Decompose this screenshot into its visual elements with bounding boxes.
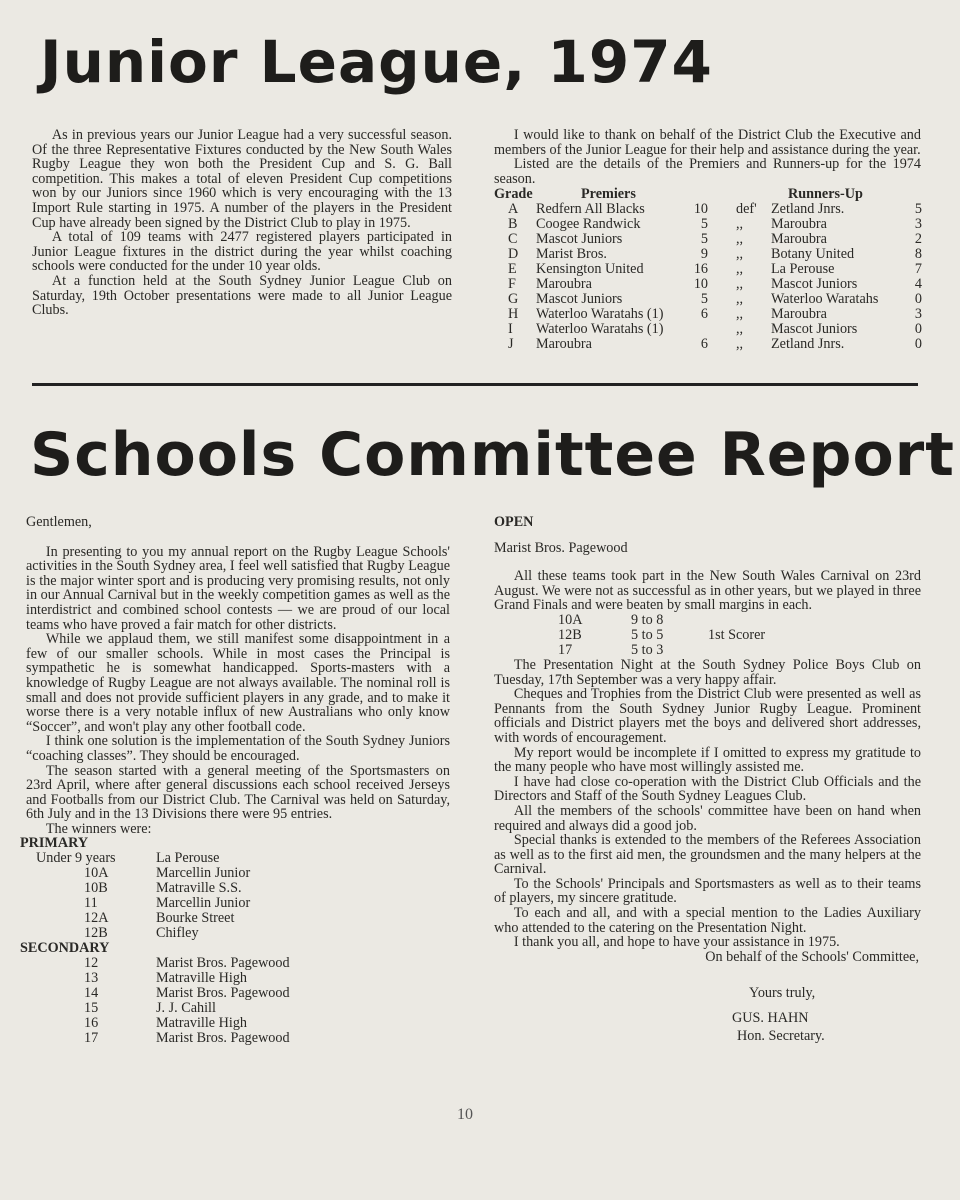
grand-final-grade: 17 [558,641,573,658]
division-cell: 10B [84,880,108,897]
paragraph: I would like to thank on behalf of the District Club the Executive and members of the Junior League for their help and assistance during the year. [494,127,921,158]
junior-league-title: Junior League, 1974 [40,28,713,96]
runner-up-score-cell: 5 [914,201,922,218]
grade-cell: A [508,201,519,218]
runner-up-score-cell: 8 [914,246,922,263]
division-cell: 12B [84,925,108,942]
results-row [494,217,921,232]
runner-up-cell: Botany United [771,246,855,263]
paragraph: The winners were: [45,820,152,837]
runners-up-header: Runners-Up [788,186,863,203]
school-cell: Chifley [156,925,199,942]
premier-score-cell: 5 [700,216,708,233]
result-separator: ,, [736,306,744,323]
grand-final-note: 1st Scorer [708,626,766,643]
school-cell: Matraville S.S. [156,880,242,897]
winner-row [26,926,450,941]
paragraph: I think one solution is the implementation of the South Sydney Juniors “coaching classes”. They should be encouraged. [26,733,450,764]
school-cell: Matraville High [156,1014,248,1031]
school-cell: Marcellin Junior [156,865,251,882]
runner-up-score-cell: 4 [914,276,922,293]
result-separator: def' [736,201,757,218]
winner-row [26,1001,450,1016]
premier-score-cell: 6 [700,336,708,353]
runner-up-score-cell: 2 [914,231,922,248]
premier-score-cell: 10 [693,276,708,293]
winner-row [26,986,450,1001]
premier-score-cell: 6 [700,306,708,323]
section-divider [32,383,918,386]
open-label: OPEN [494,514,534,530]
winner-row [26,1031,450,1046]
paragraph: As in previous years our Junior League had a very successful season. Of the three Representative Fixtures conducted by the New South Wales Rugby League they won both the President Cup and S. G. Ball competition. This makes a total of eleven President Cup competitions won by our Juniors since 1960 which is very encouraging with the 13 Import Rule starting in 1975. A number of the players in the President Cup have already been signed by the District Club to play in 1975. [32,127,452,231]
division-cell: 14 [84,984,99,1001]
winner-row [26,971,450,986]
winner-row [26,1016,450,1031]
runner-up-score-cell: 3 [914,216,922,233]
division-cell: 17 [84,1029,99,1046]
grand-final-score: 9 to 8 [631,611,664,628]
junior-league-right-column [494,128,921,352]
school-cell: J. J. Cahill [156,999,216,1016]
results-row [494,202,921,217]
paragraph: In presenting to you my annual report on the Rugby League Schools' activities in the South Sydney area, I feel well satisfied that Rugby League is the major winter sport and is producing very promising results, not only in our Annual Carnival but in the weekly competition games as well as the interdistrict and combined school contests — we are proud of our local teams who have proved a fair match for other districts. [26,543,450,633]
premier-cell: Maroubra [536,336,592,353]
division-cell: 16 [84,1014,99,1031]
schools-report-left-column [20,514,450,1046]
runner-up-score-cell: 0 [914,291,922,308]
results-row [494,247,921,262]
signatory-title: Hon. Secretary. [737,1027,825,1044]
runner-up-cell: Waterloo Waratahs [771,291,879,308]
grade-cell: D [508,246,519,263]
school-cell: Marist Bros. Pagewood [156,1029,290,1046]
results-row [494,322,921,337]
paragraph: Cheques and Trophies from the District Club were presented as well as Pennants from the South Sydney Junior Rugby League. Prominent officials and District players met the boys and delivered short addresses, with words of encouragement. [494,686,921,746]
runner-up-cell: Maroubra [771,216,827,233]
page-number: 10 [457,1106,473,1123]
closing: Yours truly, [749,985,816,1002]
results-row [494,262,921,277]
premier-cell: Maroubra [536,276,592,293]
premier-score-cell: 5 [700,291,708,308]
paragraph: My report would be incomplete if I omitted to express my gratitude to the many people who have most willingly assisted me. [494,744,921,776]
result-separator: ,, [736,291,744,308]
winner-row [26,956,450,971]
premier-cell: Marist Bros. [536,246,607,263]
runner-up-score-cell: 0 [914,321,922,338]
paragraph: Listed are the details of the Premiers and Runners-up for the 1974 season. [494,156,921,187]
winner-row [26,866,450,881]
premier-cell: Redfern All Blacks [536,201,645,218]
result-separator: ,, [736,216,744,233]
schools-report-right-column [494,515,921,1043]
paragraph: At a function held at the South Sydney Junior League Club on Saturday, 19th October presentations were made to all Junior League Clubs. [32,272,452,319]
grand-final-row [494,643,921,658]
results-row [494,277,921,292]
grade-cell: B [508,216,518,233]
grand-final-row [494,628,921,643]
runner-up-cell: Mascot Juniors [771,276,858,293]
schools-report-title: Schools Committee Report [30,420,955,490]
paragraph: All these teams took part in the New South Wales Carnival on 23rd August. We were not as successful as in other years, but we played in three Grand Finals and were beaten by small margins in each. [494,568,921,614]
runner-up-score-cell: 7 [914,261,922,278]
results-row [494,307,921,322]
results-table-header [494,187,921,202]
premier-score-cell: 10 [693,201,708,218]
grade-cell: F [508,276,516,293]
runner-up-cell: Maroubra [771,306,827,323]
division-cell: 13 [84,969,99,986]
premier-score-cell: 16 [693,261,708,278]
result-separator: ,, [736,276,744,293]
premier-cell: Mascot Juniors [536,231,623,248]
grade-cell: H [508,306,519,323]
result-separator: ,, [736,336,744,353]
secondary-label: SECONDARY [20,940,110,957]
results-row [494,292,921,307]
grade-cell: E [508,261,517,278]
result-separator: ,, [736,321,744,338]
grand-final-grade: 10A [558,611,583,628]
winner-row [26,881,450,896]
result-separator: ,, [736,261,744,278]
paragraph: To each and all, and with a special mention to the Ladies Auxiliary who attended to the catering on the Presentation Night. [494,905,921,936]
school-cell: Marist Bros. Pagewood [156,954,290,971]
premier-cell: Coogee Randwick [536,216,641,233]
winner-row [26,851,450,866]
runner-up-score-cell: 0 [914,336,922,353]
runner-up-cell: La Perouse [771,261,835,278]
grade-cell: G [508,291,519,308]
paragraph: To the Schools' Principals and Sportsmasters as well as to their teams of players, my sincere gratitude. [494,875,921,907]
premier-cell: Kensington United [536,261,644,278]
division-cell: 12 [84,954,99,971]
salutation: Gentlemen, [26,514,92,530]
paragraph: The Presentation Night at the South Sydney Police Boys Club on Tuesday, 17th September was a very happy affair. [494,656,921,688]
paragraph: The season started with a general meeting of the Sportsmasters on 23rd April, where after general discussions each school received Jerseys and Footballs from our District Club. The Carnival was held on Saturday, 6th July and in the 13 Divisions there were 95 entries. [26,762,450,823]
school-cell: Marist Bros. Pagewood [156,984,290,1001]
paragraph: Special thanks is extended to the members of the Referees Association as well as to the first aid men, the groundsmen and the many helpers at the Carnival. [494,832,921,878]
premier-score-cell: 5 [700,231,708,248]
runner-up-cell: Zetland Jnrs. [771,201,845,218]
division-cell: 11 [84,895,98,912]
grand-final-score: 5 to 5 [631,626,664,643]
winner-row [26,896,450,911]
school-cell: Marcellin Junior [156,895,251,912]
paragraph: A total of 109 teams with 2477 registered players participated in Junior League fixtures in the district during the year whilst coaching schools were conducted for the under 10 year olds. [32,229,452,275]
premiers-header: Premiers [581,186,636,203]
division-cell: 10A [84,865,109,882]
runner-up-cell: Mascot Juniors [771,321,858,338]
division-cell: Under 9 years [36,850,116,867]
premier-cell: Mascot Juniors [536,291,623,308]
premier-score-cell: 9 [700,246,708,263]
premier-cell: Waterloo Waratahs (1) [536,306,664,323]
division-cell: 15 [84,999,99,1016]
primary-label: PRIMARY [20,835,89,852]
runner-up-cell: Maroubra [771,231,827,248]
paragraph: I have had close co-operation with the District Club Officials and the Directors and Staff of the South Sydney Leagues Club. [494,773,921,805]
results-row [494,337,921,352]
school-cell: Bourke Street [156,910,235,927]
junior-league-left-column [32,128,452,318]
grade-cell: I [508,321,513,338]
open-winner: Marist Bros. Pagewood [494,539,628,556]
results-row [494,232,921,247]
on-behalf-line: On behalf of the Schools' Committee, [705,948,919,965]
premier-cell: Waterloo Waratahs (1) [536,321,664,338]
grand-final-grade: 12B [558,626,582,643]
winner-row [26,911,450,926]
runner-up-cell: Zetland Jnrs. [771,336,845,353]
result-separator: ,, [736,231,744,248]
results-table [494,187,921,352]
grade-cell: J [508,336,514,353]
result-separator: ,, [736,246,744,263]
school-cell: Matraville High [156,969,248,986]
grade-header: Grade [494,186,533,203]
signatory: GUS. HAHN [732,1010,809,1027]
grand-final-score: 5 to 3 [631,641,664,658]
division-cell: 12A [84,910,109,927]
paragraph: I thank you all, and hope to have your assistance in 1975. [513,934,840,951]
runner-up-score-cell: 3 [914,306,922,323]
paragraph: All the members of the schools' committee have been on hand when required and always did a good job. [494,802,921,834]
grade-cell: C [508,231,518,248]
grand-final-row [494,613,921,628]
school-cell: La Perouse [156,850,220,867]
paragraph: While we applaud them, we still manifest some disappointment in a few of our smaller schools. While in most cases the Principal is sympathetic he is somewhat handicapped. Sports-masters with a knowledge of Rugby League are not always available. The nominal roll is small and does not provide sufficient players in any grade, and to make it worse there is a very notable influx of new Australians who only know “Soccer”, and won't play any other football code. [26,631,450,735]
